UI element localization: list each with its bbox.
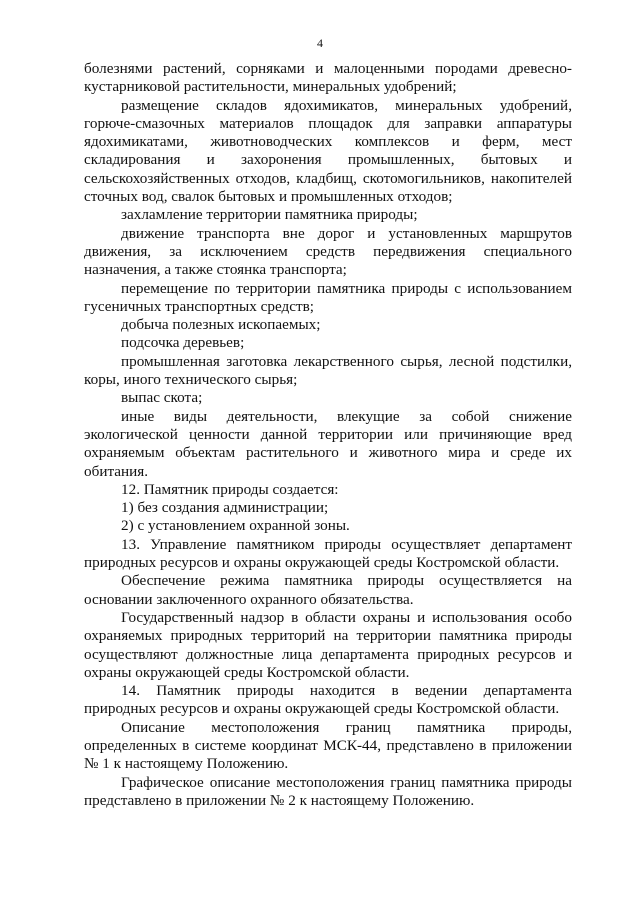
paragraph: движение транспорта вне дорог и установленных маршрутов движения, за исключением средств передвижения специального назначения, а также стоянка транспорта; <box>84 224 572 279</box>
paragraph: Описание местоположения границ памятника природы, определенных в системе координат МСК-44, представлено в приложении № 1 к настоящему Положению. <box>84 718 572 773</box>
paragraph: добыча полезных ископаемых; <box>121 316 321 334</box>
paragraph: Обеспечение режима памятника природы осуществляется на основании заключенного охранного обязательства. <box>84 572 572 608</box>
paragraph: 13. Управление памятником природы осуществляет департамент природных ресурсов и охраны окружающей среды Костромской области. <box>84 535 572 572</box>
paragraph: промышленная заготовка лекарственного сырья, лесной подстилки, коры, иного технического сырья; <box>84 352 572 389</box>
paragraph: болезнями растений, сорняками и малоценными породами древесно-кустарниковой растительности, минеральных удобрений; <box>84 60 572 96</box>
paragraph: иные виды деятельности, влекущие за собой снижение экологической ценности данной территории или причиняющие вред охраняемым объектам растительного и животного мира и среде их обитания. <box>84 407 572 480</box>
paragraph: Графическое описание местоположения границ памятника природы представлено в приложении № 2 к настоящему Положению. <box>84 773 572 809</box>
page-number: 4 <box>317 36 323 50</box>
list-item: 1) без создания администрации; <box>121 499 329 517</box>
paragraph: выпас скота; <box>121 389 203 407</box>
section-heading: 12. Памятник природы создается: <box>121 480 339 498</box>
paragraph: 14. Памятник природы находится в ведении департамента природных ресурсов и охраны окружающей среды Костромской области. <box>84 682 572 718</box>
paragraph: размещение складов ядохимикатов, минеральных удобрений, горюче-смазочных материалов площадок для заправки аппаратуры ядохимикатами, животноводческих комплексов и ферм, мест складирования и захоронения промышленных, бытовых и сельскохозяйственных отходов, кладбищ, скотомогильников, накопителей сточных вод, свалок бытовых и промышленных отходов; <box>84 96 572 206</box>
paragraph: Государственный надзор в области охраны и использования особо охраняемых природных территорий на территории памятника природы осуществляют должностные лица департамента природных ресурсов и охраны окружающей среды Костромской области. <box>84 608 572 681</box>
document-body <box>84 60 572 810</box>
list-item: 2) с установлением охранной зоны. <box>121 517 350 535</box>
paragraph: подсочка деревьев; <box>121 334 245 352</box>
paragraph: захламление территории памятника природы; <box>121 206 418 224</box>
paragraph: перемещение по территории памятника природы с использованием гусеничных транспортных средств; <box>84 279 572 315</box>
